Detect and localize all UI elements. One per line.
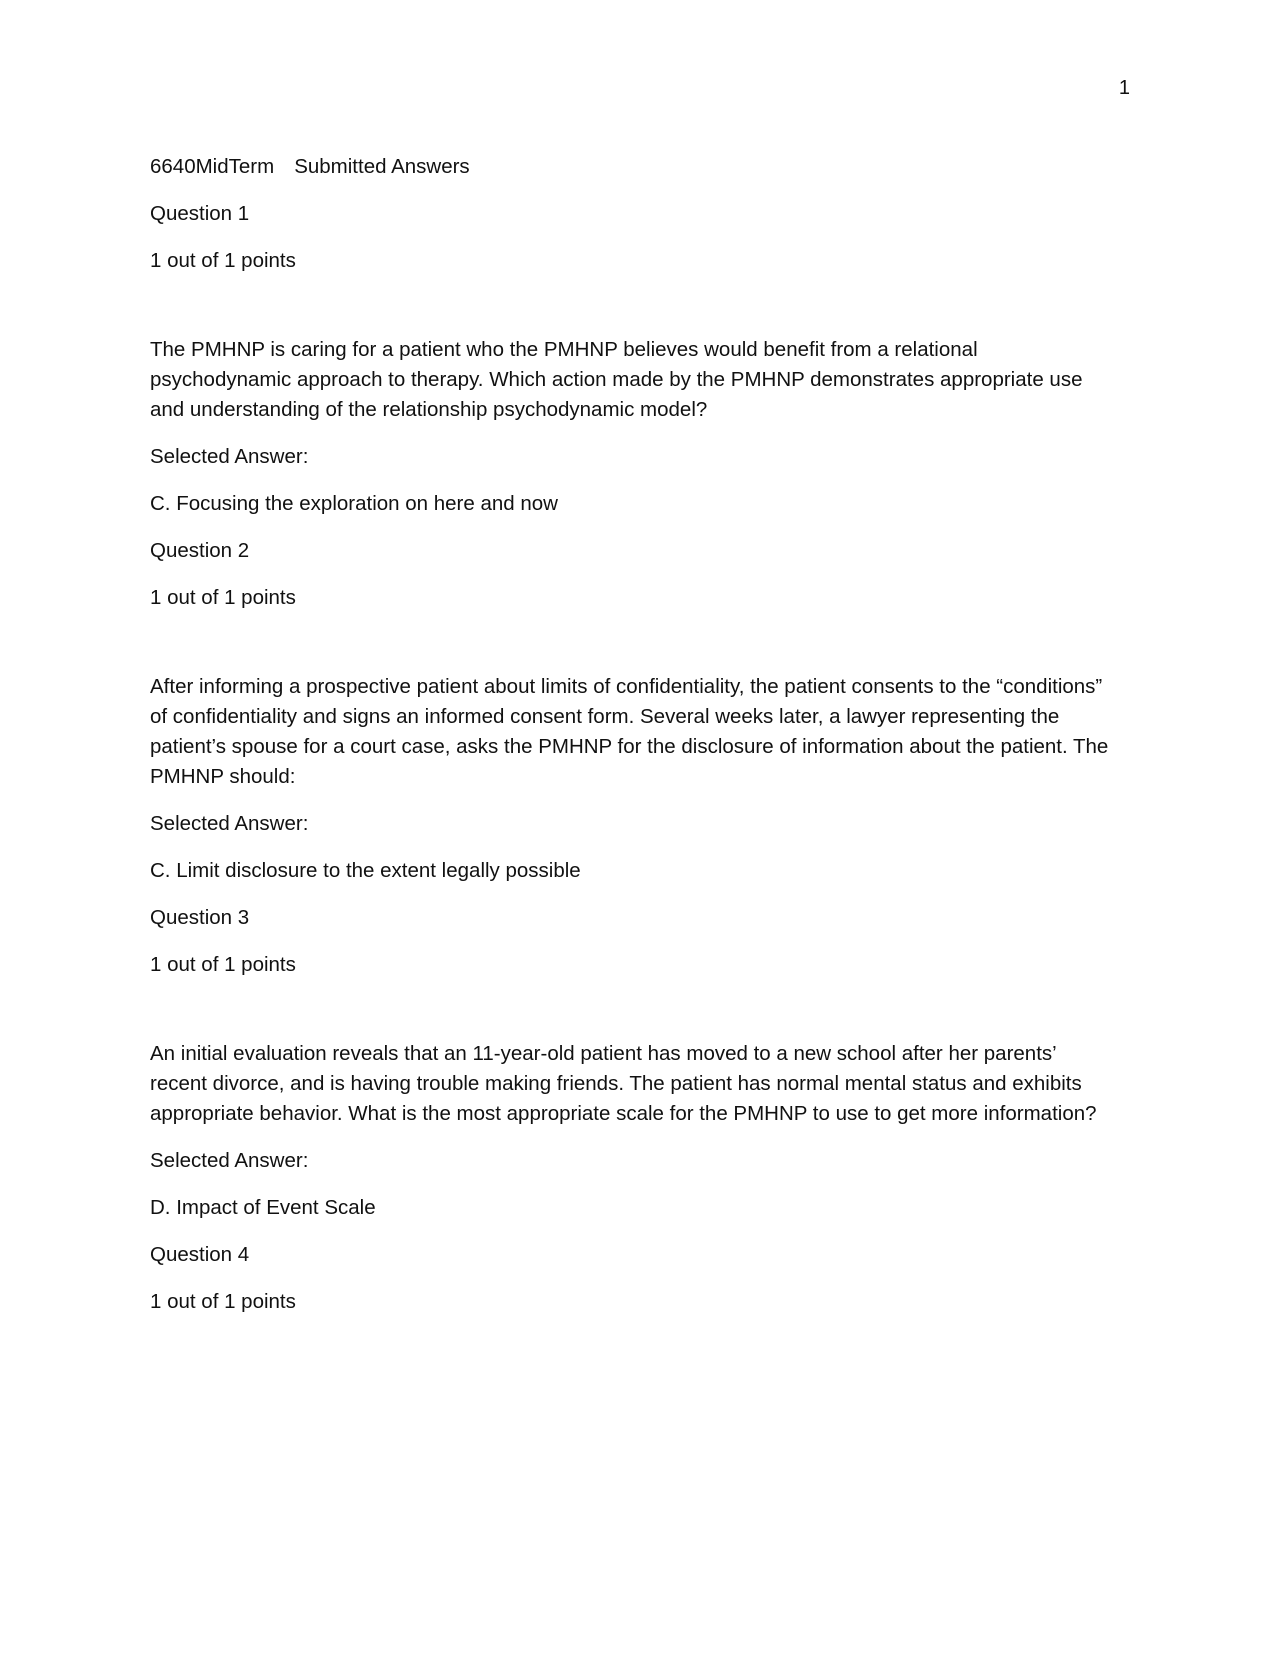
question-label: Question 4 — [150, 1243, 250, 1266]
submitted-answers-heading: Submitted Answers — [294, 155, 470, 178]
document-title — [150, 152, 1110, 182]
selected-answer-label: Selected Answer: — [150, 445, 309, 468]
selected-answer: C. Limit disclosure to the extent legally possible — [150, 859, 581, 882]
question-points: 1 out of 1 points — [150, 249, 296, 272]
question-points: 1 out of 1 points — [150, 1290, 296, 1313]
page-number: 1 — [1118, 77, 1130, 99]
selected-answer-label: Selected Answer: — [150, 812, 309, 835]
question-prompt: After informing a prospective patient about limits of confidentiality, the patient consents to the “conditions” of confidentiality and signs an informed consent form. Several weeks later, a lawyer representing the patient’s spouse for a court case, asks the PMHNP for the disclosure of information about the patient. The PMHNP should: — [150, 675, 1109, 788]
question-points: 1 out of 1 points — [150, 953, 296, 976]
question-label: Question 3 — [150, 906, 250, 929]
question-points: 1 out of 1 points — [150, 586, 296, 609]
question-prompt: The PMHNP is caring for a patient who the PMHNP believes would benefit from a relational psychodynamic approach to therapy. Which action made by the PMHNP demonstrates appropriate use and understanding of the relationship psychodynamic model? — [150, 338, 1083, 421]
course-code: 6640MidTerm — [150, 155, 275, 178]
document-body — [150, 152, 1110, 1334]
question-label: Question 1 — [150, 202, 250, 225]
selected-answer: C. Focusing the exploration on here and now — [150, 492, 558, 515]
question-prompt: An initial evaluation reveals that an 11-year-old patient has moved to a new school after her parents’ recent divorce, and is having trouble making friends. The patient has normal mental status and exhibits appropriate behavior. What is the most appropriate scale for the PMHNP to use to get more information? — [150, 1042, 1097, 1125]
question-label: Question 2 — [150, 539, 250, 562]
selected-answer: D. Impact of Event Scale — [150, 1196, 376, 1219]
selected-answer-label: Selected Answer: — [150, 1149, 309, 1172]
